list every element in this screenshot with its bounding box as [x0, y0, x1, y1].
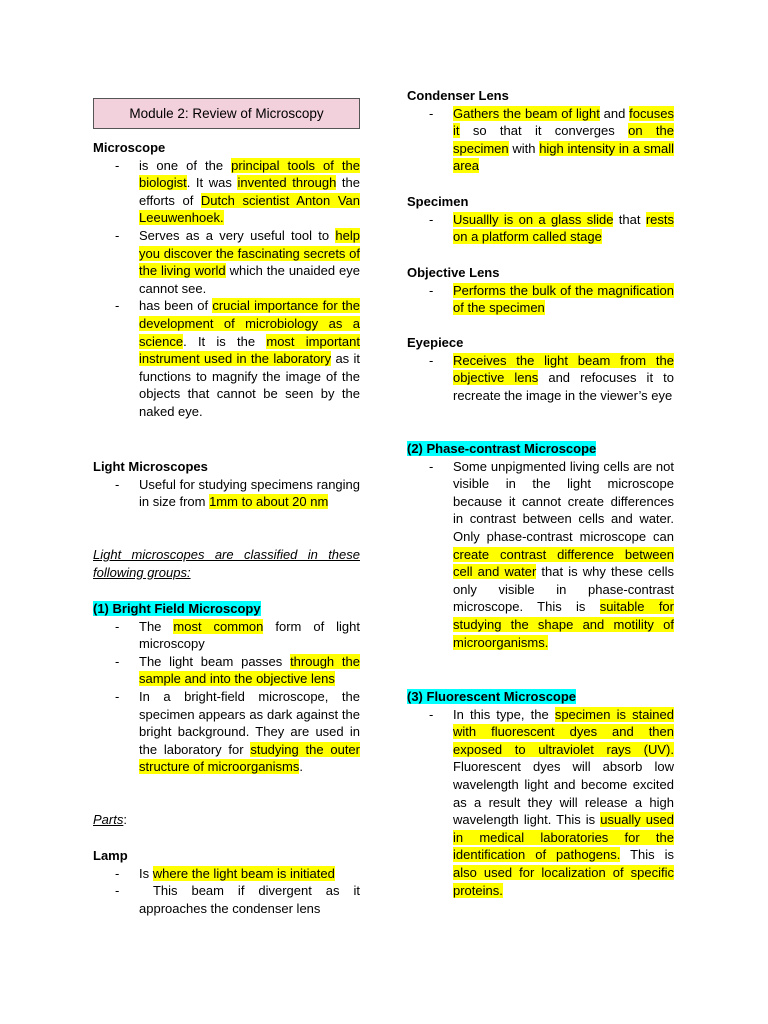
bullet-list [93, 476, 360, 511]
classification-note [93, 546, 360, 581]
highlighted-text: high intensity in a small area [453, 140, 674, 174]
bullet-list [407, 352, 674, 405]
section-lamp [93, 847, 360, 917]
bullet-dash: - [115, 157, 120, 173]
section-objective-lens [407, 264, 674, 317]
text-run: as it functions to magnify the image of the objects that cannot be seen by the naked eye. [139, 351, 360, 419]
section-fluorescent [407, 688, 674, 899]
text-run: is one of the [139, 157, 232, 173]
text-run: Some unpigmented living cells are not visible in the light microscope because it cannot create differences in contrast between cells and water. Only phase-contrast microscope can [453, 458, 674, 544]
highlighted-text: 1mm to about 20 nm [209, 494, 329, 510]
text-run: The [139, 618, 174, 634]
section-heading: Objective Lens [407, 265, 500, 280]
bullet-list [93, 618, 360, 776]
bullet-dash: - [115, 688, 120, 704]
highlighted-text: invented through [237, 175, 337, 191]
bullet-dash: - [115, 865, 120, 881]
section-condenser-lens [407, 87, 674, 175]
text-run: In a bright-field microscope, the specimen appears as dark against the bright background. They are used in the laboratory for [139, 688, 360, 757]
bullet-list [93, 865, 360, 918]
section-phase-contrast [407, 440, 674, 651]
bullet-dash: - [115, 618, 120, 634]
highlighted-text: rests on a platform called stage [453, 211, 674, 245]
list-item [407, 105, 674, 175]
section-heading [93, 600, 360, 618]
bullet-list [93, 157, 360, 421]
text-run: Serves as a very useful tool to [139, 227, 336, 243]
text-run: In this type, the [453, 706, 555, 722]
section-classified-note [93, 546, 360, 581]
module-title [93, 98, 360, 129]
highlighted-heading: (2) Phase-contrast Microscope [407, 441, 597, 456]
text-run: . It was [186, 175, 238, 191]
highlighted-text: help you discover the fascinating secrets of the living world [139, 227, 360, 279]
text-run: This is [620, 847, 675, 863]
parts-label [93, 811, 360, 829]
section-specimen [407, 193, 674, 246]
bullet-dash: - [429, 282, 434, 298]
section-light-microscopes [93, 458, 360, 511]
highlighted-text: also used for localization of specific proteins. [453, 864, 674, 898]
text-run: form of light microscopy [139, 618, 361, 652]
text-run: Fluorescent dyes will absorb low wavelength light and become excited as a result they will release a high wavelength light. This is [453, 759, 674, 828]
section-heading: Lamp [93, 848, 128, 863]
text-run: The light beam passes [139, 653, 291, 669]
list-item [407, 211, 674, 246]
text-run: . [299, 759, 304, 775]
highlighted-text: focuses it [453, 105, 674, 139]
highlighted-text: studying the outer structure of microorganisms [139, 741, 360, 775]
bullet-dash: - [115, 653, 120, 669]
bullet-dash: - [429, 211, 434, 227]
bullet-list [407, 211, 674, 246]
list-item [407, 282, 674, 317]
list-item [93, 227, 360, 297]
highlighted-text: specimen is stained with fluorescent dyes and then exposed to ultraviolet rays (UV). [453, 706, 674, 757]
section-bright-field [93, 600, 360, 776]
text-run: so that it converges [459, 123, 629, 139]
list-item [93, 297, 360, 420]
highlighted-text: through the sample and into the objective lens [139, 653, 360, 687]
highlighted-text: suitable for studying the shape and motility of microorganisms. [453, 599, 674, 650]
list-item [93, 653, 360, 688]
bullet-dash: - [115, 883, 120, 899]
module-title-text: Module 2: Review of Microscopy [129, 106, 324, 121]
list-item [93, 618, 360, 653]
highlighted-text: where the light beam is initiated [152, 865, 335, 881]
list-item [407, 458, 674, 652]
bullet-dash: - [115, 227, 120, 243]
text-run: . It is the [183, 333, 267, 349]
bullet-dash: - [429, 706, 434, 722]
section-heading [407, 440, 674, 458]
highlighted-text: Gathers the beam of light [453, 105, 600, 121]
bullet-list [407, 282, 674, 317]
highlighted-heading: (1) Bright Field Microscopy [93, 601, 261, 616]
section-heading: Microscope [93, 140, 166, 155]
highlighted-text: usually used in medical laboratories for the identification of pathogens. [453, 812, 674, 863]
text-run: and refocuses it to recreate the image in the viewer’s eye [453, 370, 674, 403]
section-heading: Light Microscopes [93, 459, 208, 474]
section-parts [93, 811, 360, 829]
section-heading: Eyepiece [407, 335, 464, 350]
highlighted-text: on the specimen [453, 123, 675, 156]
text-run: the efforts of [139, 175, 360, 208]
list-item [93, 865, 360, 883]
text-run: that is why these cells only visible in phase-contrast microscope. This is [453, 564, 674, 615]
bullet-dash: - [429, 352, 434, 368]
parts-colon: : [123, 812, 127, 827]
list-item [407, 352, 674, 405]
highlighted-text: Dutch scientist Anton Van Leeuwenhoek. [139, 192, 360, 226]
list-item [93, 882, 360, 917]
text-run: Is [139, 865, 153, 881]
bullet-dash: - [429, 105, 434, 121]
highlighted-heading: (3) Fluorescent Microscope [407, 689, 577, 704]
highlighted-text: Receives the light beam from the objective lens [453, 352, 674, 386]
section-heading: Specimen [407, 194, 469, 209]
section-heading: Condenser Lens [407, 88, 509, 103]
text-run: This beam if divergent as it approaches the condenser lens [139, 883, 360, 916]
list-item [407, 706, 674, 900]
text-run: and [599, 105, 630, 121]
section-heading [407, 688, 674, 706]
text-run: with [508, 140, 540, 156]
note-text: Light microscopes are classified in these following groups: [93, 547, 360, 580]
highlighted-text: most important instrument used in the laboratory [139, 333, 360, 367]
text-run: which the unaided eye cannot see. [139, 263, 360, 296]
bullet-dash: - [115, 298, 120, 314]
list-item [93, 688, 360, 776]
highlighted-text: Performs the bulk of the magnification of the specimen [453, 282, 674, 316]
highlighted-text: Usuallly is on a glass slide [453, 211, 614, 227]
highlighted-text: crucial importance for the development of microbiology as a science [139, 298, 361, 349]
bullet-list [407, 458, 674, 652]
parts-label-text: Parts [93, 812, 124, 827]
section-microscope [93, 139, 360, 421]
bullet-dash: - [115, 476, 120, 492]
highlighted-text: most common [173, 618, 264, 634]
bullet-dash: - [429, 458, 434, 474]
list-item [93, 476, 360, 511]
section-eyepiece [407, 334, 674, 404]
highlighted-text: create contrast difference between cell and water [453, 546, 674, 580]
bullet-list [407, 105, 674, 175]
text-run: has been of [139, 298, 213, 314]
text-run: that [613, 211, 646, 227]
text-run: Useful for studying specimens ranging in size from [139, 476, 360, 510]
bullet-list [407, 706, 674, 900]
highlighted-text: principal tools of the biologist [139, 157, 360, 191]
list-item [93, 157, 360, 227]
